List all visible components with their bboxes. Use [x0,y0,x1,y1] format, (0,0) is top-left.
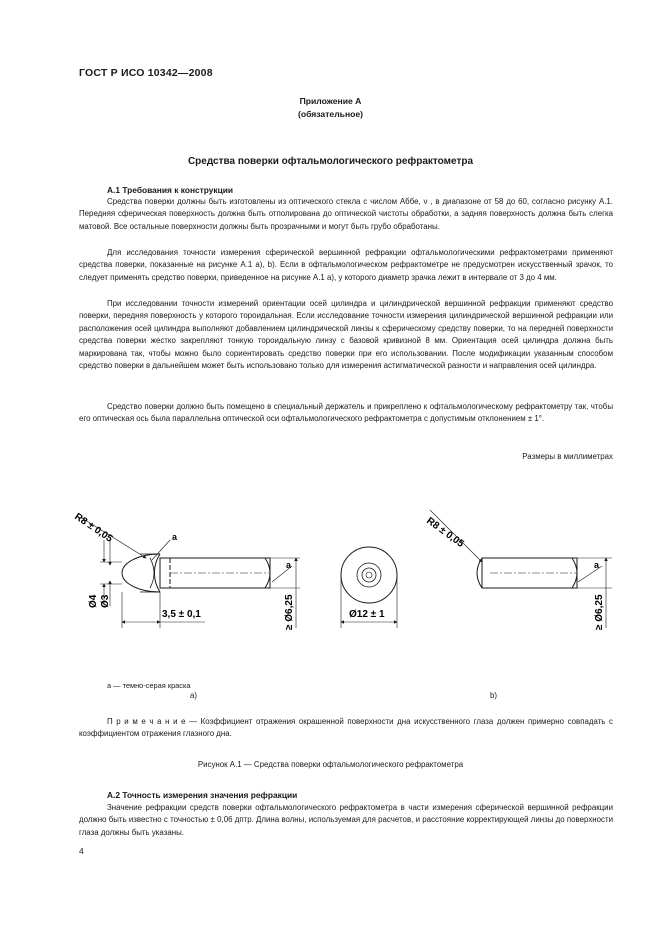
paragraph-1: Средства поверки должны быть изготовлены из оптического стекла с числом Аббе, ν , в диапазоне от 58 до 60, согласно рисунку А.1. Передняя сферическая поверхность должна быть отполирована до оптической чистоты обработки, а задняя поверхность должна быть слегка матовой. Все остальные поверхности должны быть прозрачными и могут быть грубо обработаны. [79,197,613,231]
main-title: Средства поверки офтальмологического рефрактометра [187,156,474,167]
radius-label-b: R8 ± 0,05 [424,515,466,550]
paint-label-a2: a [286,560,292,570]
document-header: ГОСТ Р ИСО 10342—2008 [79,67,213,79]
radius-label-a: R8 ± 0,05 [72,511,115,545]
paragraph-a2: Значение рефракции средств поверки офтальмологического рефрактометра в части измерения сферической вершинной рефракции должно быть известно с точностью ± 0,06 дптр. Длина волны, используемая для расчетов, и расстояние корректирующей линзы до поверхности глаза должны быть указаны. [79,803,613,837]
subfigure-b-label: b) [490,691,498,700]
section-a1-heading: А.1 Требования к конструкции [107,185,234,195]
annex-title: Приложение А [299,96,362,106]
subfigure-a-label: а) [190,691,198,700]
paint-label-b: a [594,560,600,570]
figure-legend: a — темно-серая краска [107,681,191,690]
note-label: П р и м е ч а н и е — [107,717,198,726]
units-note: Размеры в миллиметрах [522,452,613,461]
figure-a1 [0,470,661,710]
page-number: 4 [79,846,84,856]
diam-min-dim-a: ≥ Ø6,25 [284,594,295,630]
section-a2-heading: А.2 Точность измерения значения рефракции [107,790,298,800]
diam-12-dim: Ø12 ± 1 [349,609,385,620]
paragraph-2: Для исследования точности измерения сферической вершинной рефракции офтальмологическими рефрактометрами применяют средства поверки, показанные на рисунке А.1 а), b). Если в офтальмологическом рефрактометре не предусмотрен искусственный зрачок, то следует применять средство поверки, приведенное на рисунке А.1 а), у которого диаметр зрачка лежит в интервале от 3 до 4 мм. [79,248,613,282]
paragraph-3: При исследовании точности измерений ориентации осей цилиндра и цилиндрической вершинной рефракции применяют средство поверки, передняя поверхность у которого тороидальная. Если исследование точности измерения цилиндрической вершинной рефракции или расположения осей цилиндра выполняют добавлением цилиндрической линзы к сферическому средству поверки, то на передней поверхности средства поверки жестко закрепляют тонкую тороидальную линзу с базовой кривизной 8 мм. Ориентация осей цилиндра должна быть маркирована так, чтобы можно было сориентировать средство поверки при его использовании. После модификации указанным способом средство поверки в дальнейшем может быть использовано только для измерения астигматической разности и направления осей цилиндра. [79,299,613,371]
drawing-b [430,510,612,628]
figure-note [79,716,613,741]
note-text: Коэффициент отражения окрашенной поверхности дна искусственного глаза должен примерно совпадать с коэффициентом отражения глазного дна. [79,717,613,739]
pupil-dim-4: Ø4 [88,594,99,608]
paint-label-a1: a [172,532,178,542]
paragraph-4: Средство поверки должно быть помещено в специальный держатель и прикреплено к офтальмологическому рефрактометру так, чтобы его оптическая ось была параллельна оптической оси офтальмологического рефрактометра с допустимым отклонением ± 1°. [79,402,613,424]
front-sphere-outline [154,554,160,592]
length-dim: 3,5 ± 0,1 [162,609,201,620]
diam-min-dim-b: ≥ Ø6,25 [594,594,605,630]
figure-caption: Рисунок А.1 — Средства поверки офтальмологического рефрактометра [197,760,464,769]
toric-front-outline [477,558,482,588]
annex-status: (обязательное) [297,109,364,119]
pupil-dim-3: Ø3 [100,594,111,608]
